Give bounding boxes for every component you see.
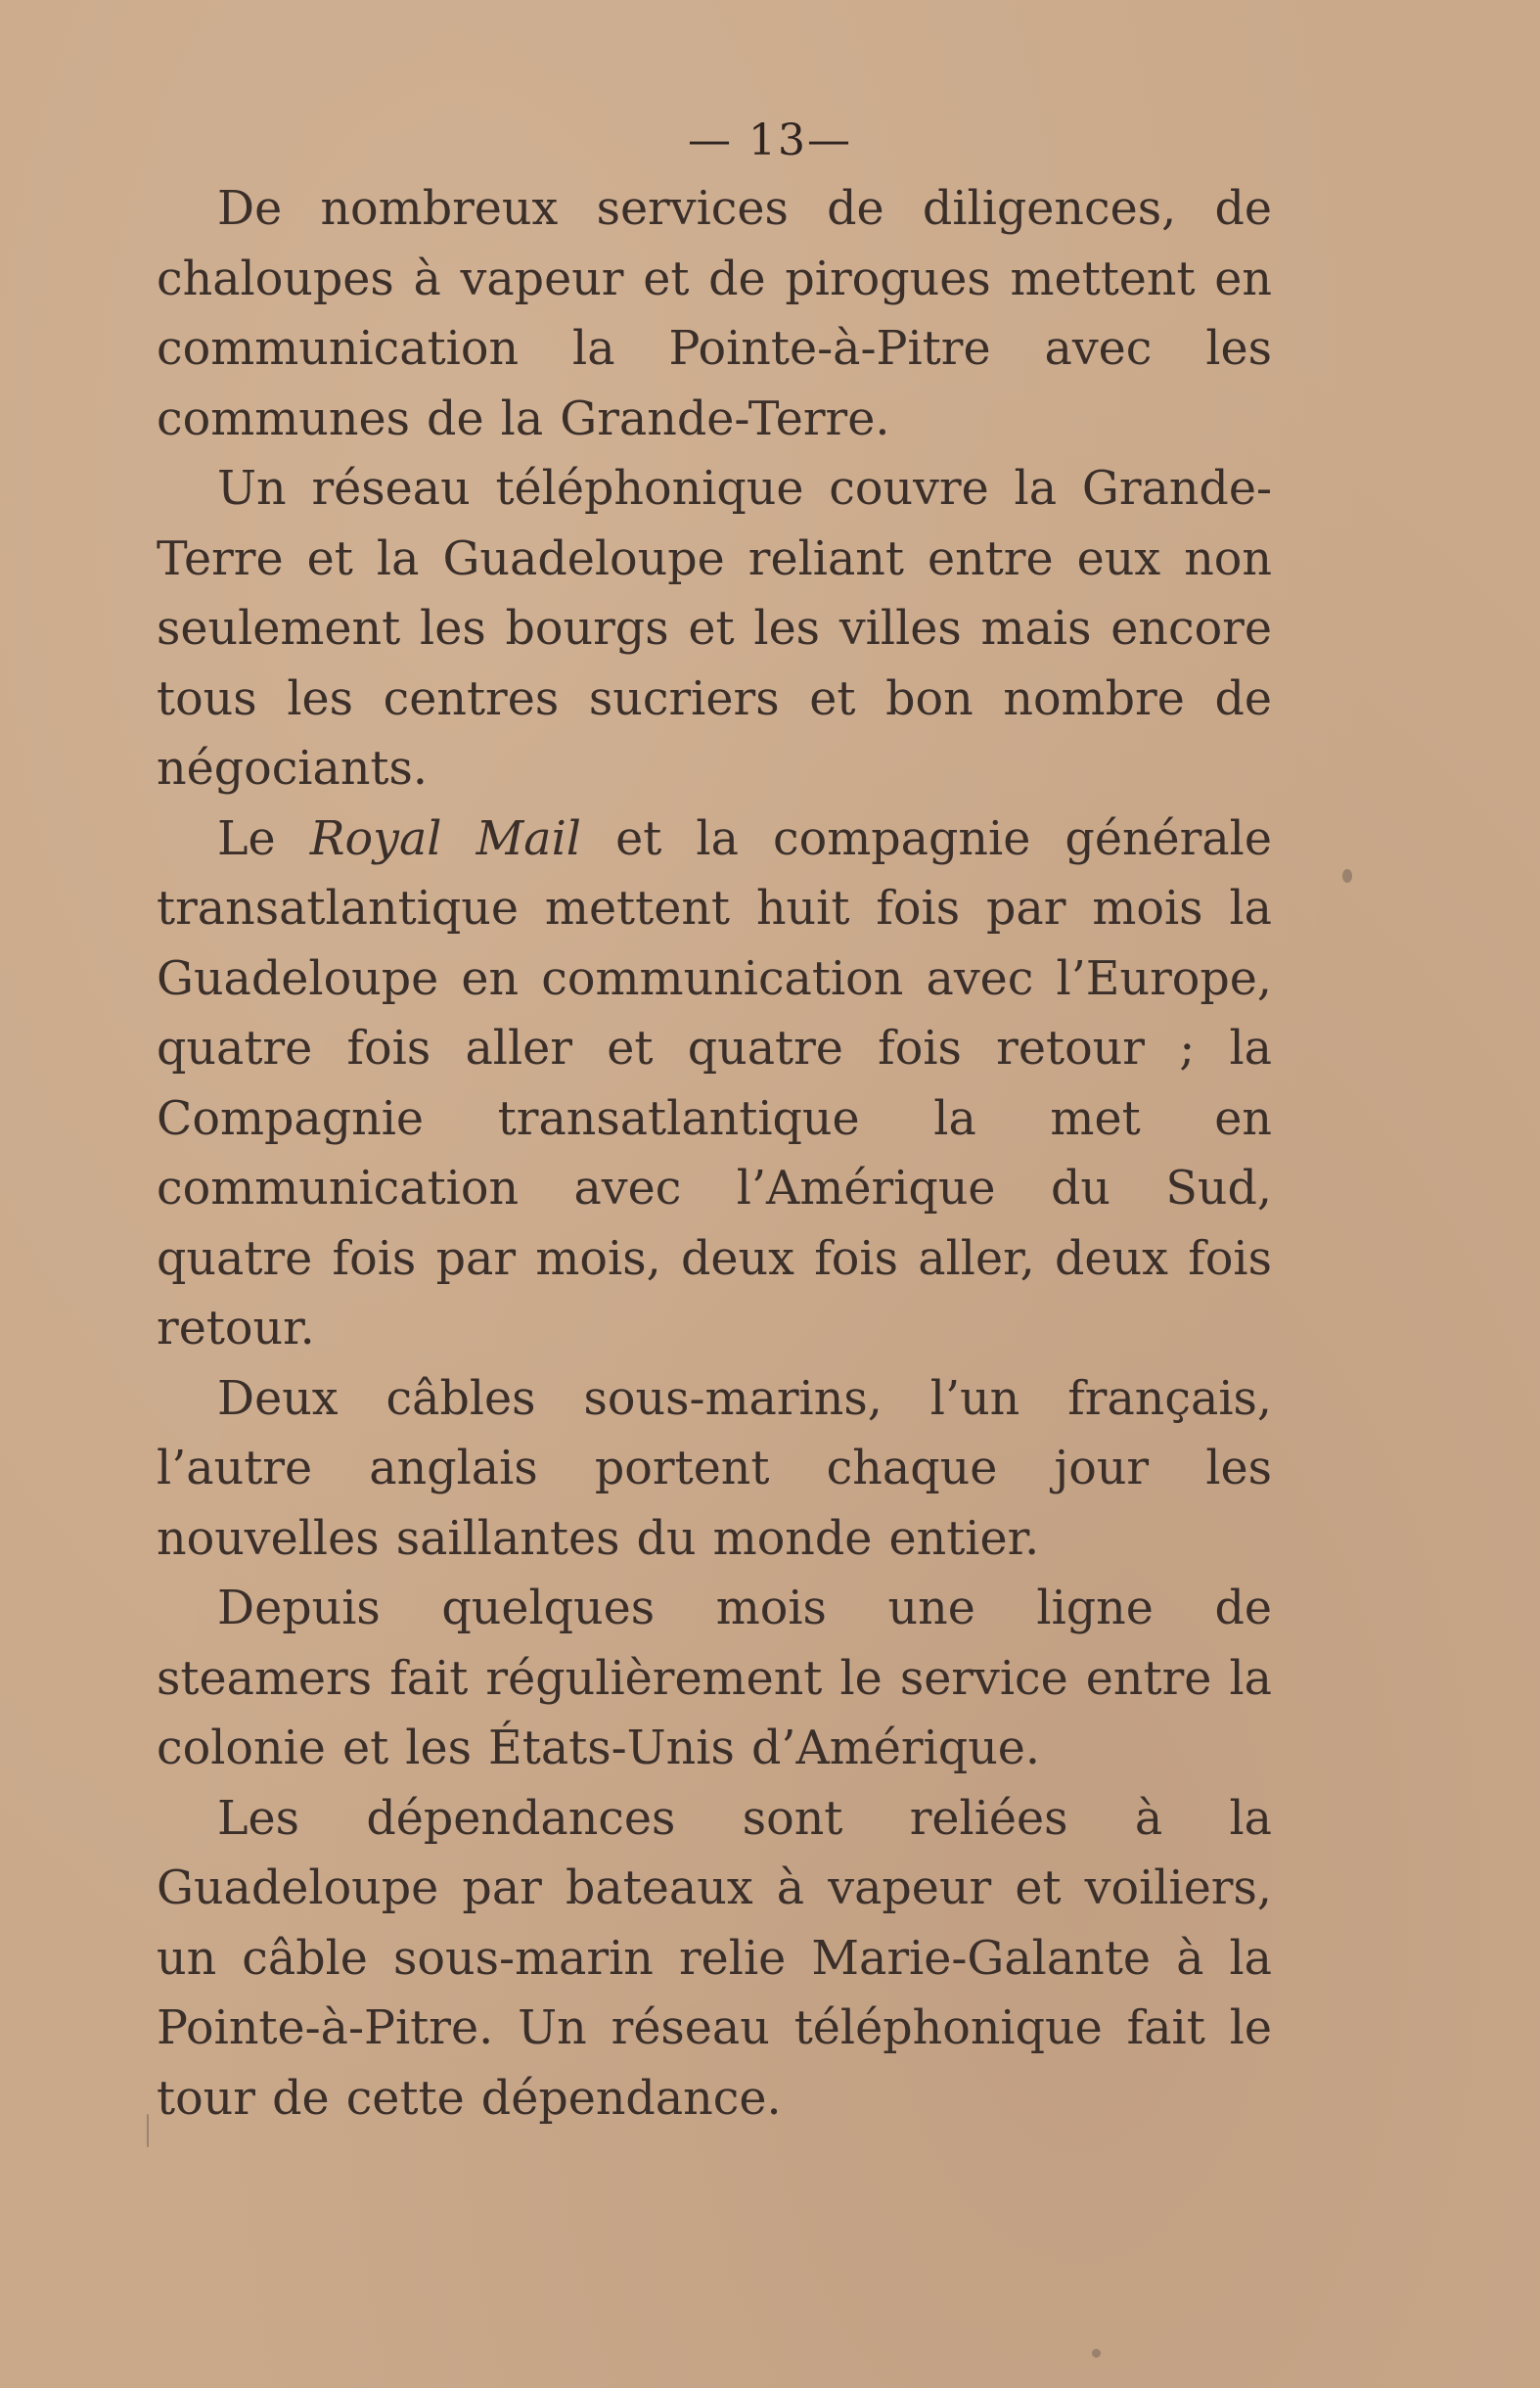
page-number: — 13—: [688, 115, 852, 165]
body-text: [157, 174, 1272, 2134]
paragraph-steamers: Depuis quelques mois une ligne de steamers fait régulièrement le service entre la colonie et les États-Unis d’Amérique.: [157, 1582, 1272, 1775]
paragraph-shipping-lead: Le: [217, 811, 310, 866]
paper-speck: [1092, 2349, 1101, 2358]
paper-speck: [147, 2114, 149, 2147]
paragraph-dependencies: Les dépendances sont reliées à la Guadeloupe par bateaux à vapeur et voiliers, un câble sous-marin relie Marie-Galante à la Pointe-à-Pitre. Un réseau téléphonique fait le tour de cette dépendance.: [157, 1791, 1272, 2126]
paragraph-submarine-cables: Deux câbles sous-marins, l’un français, l’autre anglais portent chaque jour les nouvelles saillantes du monde entier.: [157, 1371, 1272, 1566]
paragraph-telephone-network: Un réseau téléphonique couvre la Grande-Terre et la Guadeloupe reliant entre eux non seulement les bourgs et les villes mais encore tous les centres sucriers et bon nombre de négociants.: [157, 462, 1272, 796]
paper-speck: [1342, 869, 1352, 883]
paragraph-shipping-lines: [157, 804, 1272, 1364]
paragraph-diligences: De nombreux services de diligences, de chaloupes à vapeur et de pirogues mettent en communication la Pointe-à-Pitre avec les communes de la Grande-Terre.: [157, 182, 1272, 446]
royal-mail-italic: Royal Mail: [309, 811, 581, 866]
paragraph-shipping-rest: et la compagnie générale transatlantique mettent huit fois par mois la Guadeloupe en communication avec l’Europe, quatre fois aller et quatre fois retour ; la Compagnie transatlantique la met en communication avec l’Amérique du Sud, quatre fois par mois, deux fois aller, deux fois retour.: [157, 811, 1272, 1355]
